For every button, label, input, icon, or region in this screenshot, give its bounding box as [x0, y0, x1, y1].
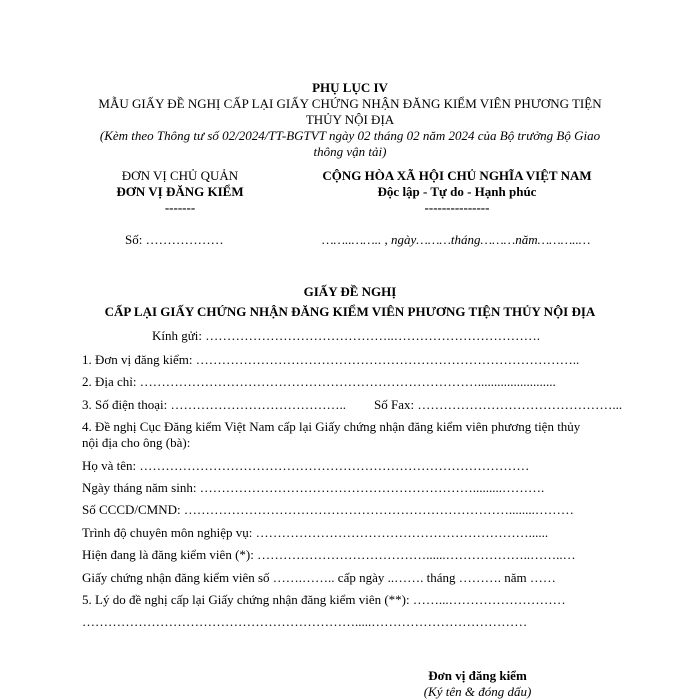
right-separator: ---------------	[424, 200, 490, 215]
signature-note: (Ký tên & đóng dấu)	[423, 684, 532, 699]
field-certificate-info: Giấy chứng nhận đăng kiểm viên số …….…….. cấp ngày ..……. tháng ………. năm ……	[82, 570, 556, 585]
field-current-inspector: Hiện đang là đăng kiểm viên (*): …………………………………......………………..……..…	[82, 547, 576, 562]
field-id-number: Số CCCD/CMND: …………………………………………………………………........………	[82, 502, 574, 517]
signature-title: Đơn vị đăng kiểm	[428, 668, 527, 683]
national-title: CỘNG HÒA XÃ HỘI CHỦ NGHĨA VIỆT NAM	[322, 168, 592, 183]
document-title: GIẤY ĐỀ NGHỊ	[303, 284, 397, 299]
place-date-line: ……..…….. , ngày………tháng………năm………..…	[322, 232, 591, 247]
form-title-line1: MẪU GIẤY ĐỀ NGHỊ CẤP LẠI GIẤY CHỨNG NHẬN ĐĂNG KIỂM VIÊN PHƯƠNG TIỆN	[98, 96, 602, 111]
field-fax: Số Fax: ………………………………………...	[374, 397, 623, 412]
left-separator: -------	[164, 200, 196, 215]
request-statement-line2: nội địa cho ông (bà):	[82, 435, 191, 450]
request-statement-line1: 4. Đề nghị Cục Đăng kiểm Việt Nam cấp lại Giấy chứng nhận đăng kiểm viên phương tiện thủy	[82, 419, 581, 434]
document-number: Số: ………………	[125, 232, 224, 247]
recipient-line: Kính gửi: ……………………………………..…………………………….	[152, 328, 541, 343]
field-inspection-unit: 1. Đơn vị đăng kiểm: ……………………………………………………………………………..	[82, 352, 580, 367]
field-date-of-birth: Ngày tháng năm sinh: ……………………………………………………….........……….	[82, 480, 545, 495]
field-reason-continued: ……………………………………………………….....………………………………	[82, 614, 528, 629]
field-qualification: Trình độ chuyên môn nghiệp vụ: ………………………………………………………......	[82, 525, 549, 540]
legal-note-line1: (Kèm theo Thông tư số 02/2024/TT-BGTVT ngày 02 tháng 02 năm 2024 của Bộ trưởng Bộ Giao	[99, 128, 601, 143]
national-motto: Độc lập - Tự do - Hạnh phúc	[377, 184, 537, 199]
inspection-unit-label: ĐƠN VỊ ĐĂNG KIỂM	[116, 184, 244, 199]
field-phone: 3. Số điện thoại: …………………………………..	[82, 397, 346, 412]
document-subtitle: CẤP LẠI GIẤY CHỨNG NHẬN ĐĂNG KIỂM VIÊN PHƯƠNG TIỆN THỦY NỘI ĐỊA	[104, 304, 596, 319]
parent-agency-label: ĐƠN VỊ CHỦ QUẢN	[121, 168, 239, 183]
legal-note-line2: thông vận tải)	[313, 144, 387, 159]
field-address: 2. Địa chỉ: ……………………………………………………………………........................	[82, 374, 556, 389]
field-reason: 5. Lý do đề nghị cấp lại Giấy chứng nhận đăng kiểm viên (**): ……...………………………	[82, 592, 566, 607]
appendix-title: PHỤ LỤC IV	[312, 80, 388, 95]
form-title-line2: THỦY NỘI ĐỊA	[305, 112, 395, 127]
field-full-name: Họ và tên: ………………………………………………………………………………	[82, 458, 530, 473]
